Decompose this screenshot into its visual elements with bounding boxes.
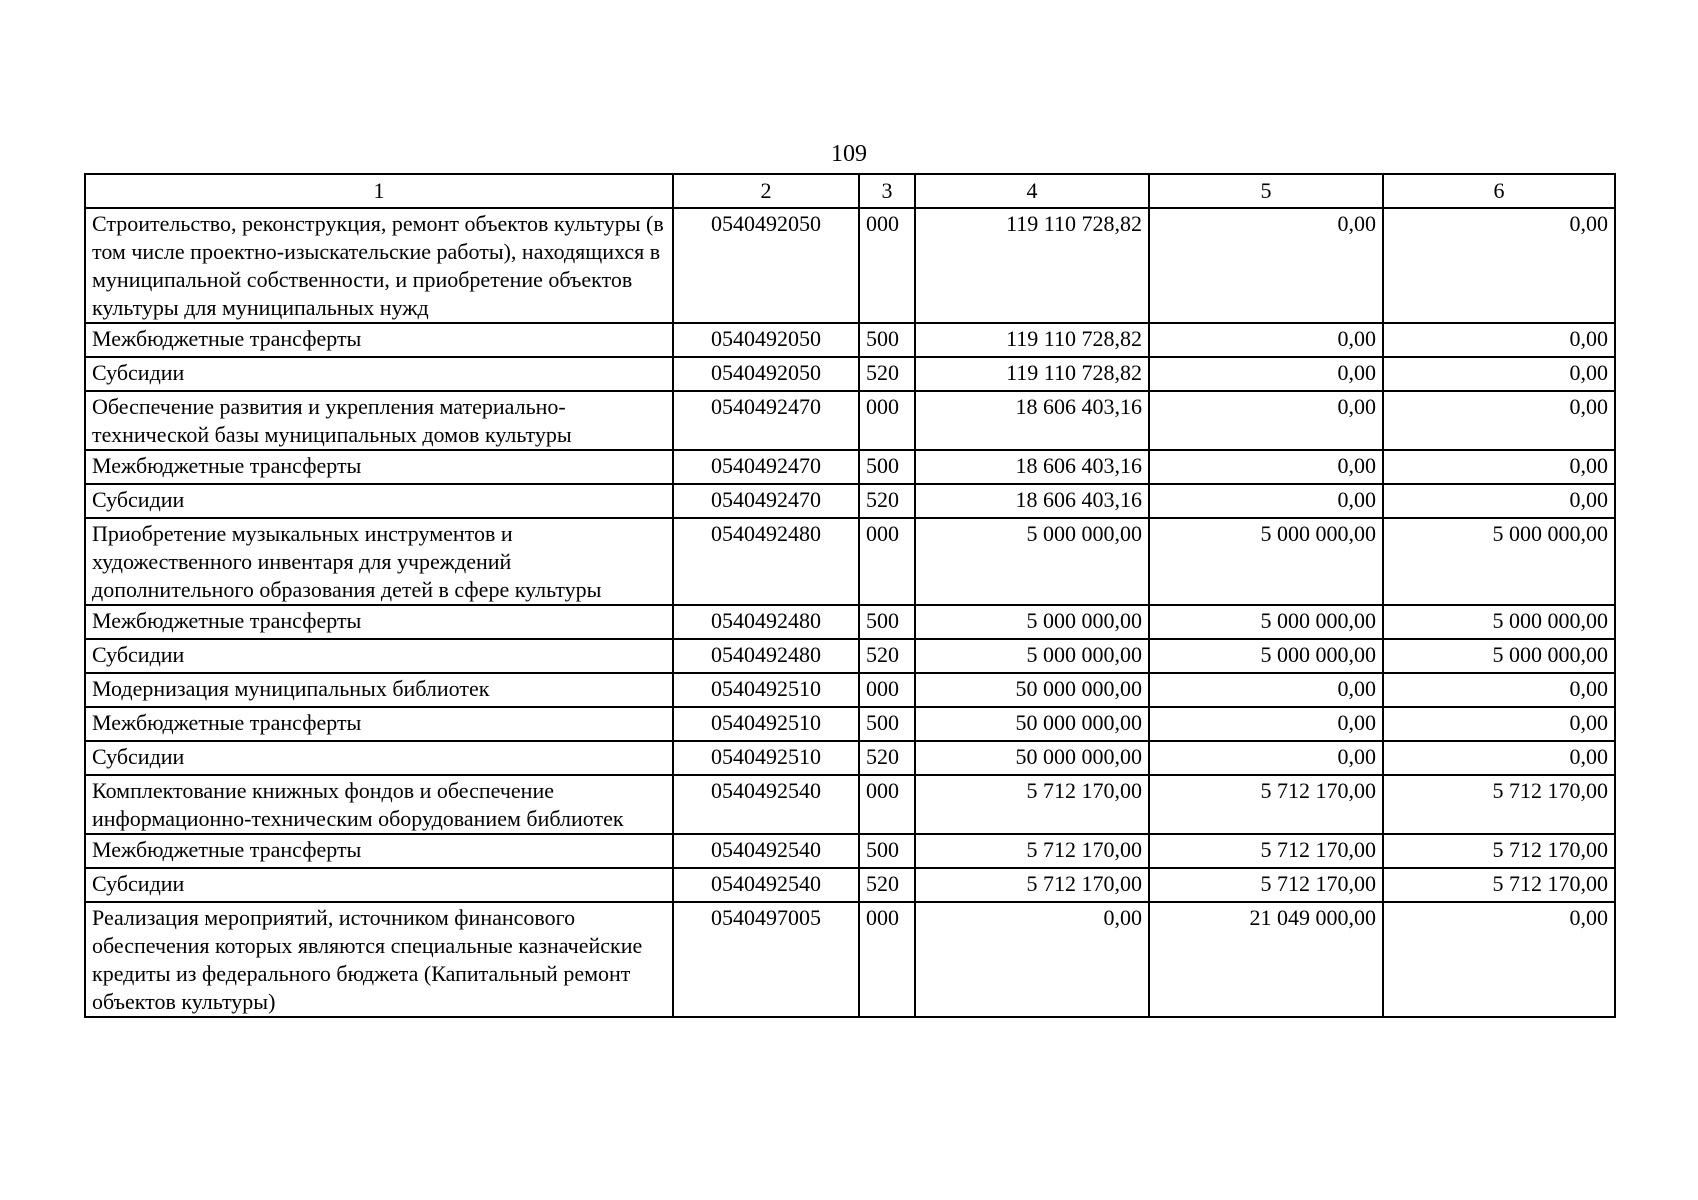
header-col-3: 3 [859, 174, 915, 208]
row-col6-cell: 0,00 [1383, 208, 1615, 323]
table-row [85, 834, 1615, 868]
row-code-cell: 0540492540 [673, 834, 859, 868]
table-row [85, 518, 1615, 605]
table-row [85, 323, 1615, 357]
row-col4-cell: 5 712 170,00 [915, 775, 1149, 834]
table-row [85, 707, 1615, 741]
row-col4-cell: 50 000 000,00 [915, 673, 1149, 707]
row-col6-cell: 5 000 000,00 [1383, 605, 1615, 639]
row-col6-cell: 5 000 000,00 [1383, 639, 1615, 673]
row-col4-cell: 119 110 728,82 [915, 208, 1149, 323]
row-col4-cell: 5 712 170,00 [915, 868, 1149, 902]
row-col6-cell: 0,00 [1383, 673, 1615, 707]
row-type-cell: 500 [859, 605, 915, 639]
row-col4-cell: 5 000 000,00 [915, 518, 1149, 605]
row-col6-cell: 0,00 [1383, 902, 1615, 1017]
budget-table [84, 173, 1616, 1018]
row-col4-cell: 5 000 000,00 [915, 639, 1149, 673]
row-name-cell: Комплектование книжных фондов и обеспечение информационно-техническим оборудованием библиотек [85, 775, 673, 834]
row-type-cell: 520 [859, 357, 915, 391]
table-row [85, 673, 1615, 707]
row-code-cell: 0540497005 [673, 902, 859, 1017]
row-name-cell: Реализация мероприятий, источником финансового обеспечения которых являются специальные казначейские кредиты из федерального бюджета (Капитальный ремонт объектов культуры) [85, 902, 673, 1017]
row-type-cell: 520 [859, 741, 915, 775]
row-type-cell: 500 [859, 450, 915, 484]
row-col5-cell: 5 712 170,00 [1149, 834, 1383, 868]
row-col4-cell: 18 606 403,16 [915, 484, 1149, 518]
row-code-cell: 0540492470 [673, 484, 859, 518]
row-name-cell: Субсидии [85, 868, 673, 902]
header-col-5: 5 [1149, 174, 1383, 208]
row-col6-cell: 0,00 [1383, 357, 1615, 391]
row-name-cell: Межбюджетные трансферты [85, 323, 673, 357]
table-row [85, 391, 1615, 450]
row-code-cell: 0540492480 [673, 639, 859, 673]
row-col5-cell: 5 712 170,00 [1149, 868, 1383, 902]
row-code-cell: 0540492540 [673, 775, 859, 834]
row-code-cell: 0540492470 [673, 391, 859, 450]
table-row [85, 741, 1615, 775]
table-row [85, 605, 1615, 639]
row-col4-cell: 5 000 000,00 [915, 605, 1149, 639]
page-number: 109 [831, 141, 867, 167]
header-col-2: 2 [673, 174, 859, 208]
row-col4-cell: 50 000 000,00 [915, 741, 1149, 775]
table-row [85, 902, 1615, 1017]
row-code-cell: 0540492480 [673, 518, 859, 605]
row-name-cell: Субсидии [85, 357, 673, 391]
row-name-cell: Строительство, реконструкция, ремонт объектов культуры (в том числе проектно-изыскательские работы), находящихся в муниципальной собственности, и приобретение объектов культуры для муниципальных нужд [85, 208, 673, 323]
table-row [85, 208, 1615, 323]
row-col4-cell: 50 000 000,00 [915, 707, 1149, 741]
row-name-cell: Модернизация муниципальных библиотек [85, 673, 673, 707]
row-name-cell: Межбюджетные трансферты [85, 834, 673, 868]
row-code-cell: 0540492470 [673, 450, 859, 484]
table-row [85, 775, 1615, 834]
row-name-cell: Субсидии [85, 639, 673, 673]
row-col5-cell: 5 000 000,00 [1149, 518, 1383, 605]
row-code-cell: 0540492510 [673, 741, 859, 775]
row-col5-cell: 0,00 [1149, 673, 1383, 707]
row-col4-cell: 0,00 [915, 902, 1149, 1017]
row-type-cell: 520 [859, 484, 915, 518]
table-row [85, 357, 1615, 391]
header-col-6: 6 [1383, 174, 1615, 208]
table-body [85, 208, 1615, 1017]
row-code-cell: 0540492510 [673, 673, 859, 707]
row-type-cell: 000 [859, 775, 915, 834]
row-type-cell: 000 [859, 902, 915, 1017]
row-col6-cell: 5 712 170,00 [1383, 834, 1615, 868]
row-type-cell: 500 [859, 834, 915, 868]
row-col6-cell: 5 712 170,00 [1383, 775, 1615, 834]
row-col5-cell: 0,00 [1149, 323, 1383, 357]
row-col5-cell: 5 712 170,00 [1149, 775, 1383, 834]
row-type-cell: 520 [859, 639, 915, 673]
row-code-cell: 0540492050 [673, 208, 859, 323]
row-col5-cell: 5 000 000,00 [1149, 605, 1383, 639]
row-col6-cell: 5 000 000,00 [1383, 518, 1615, 605]
table-row [85, 484, 1615, 518]
row-col4-cell: 119 110 728,82 [915, 357, 1149, 391]
row-col5-cell: 0,00 [1149, 208, 1383, 323]
row-col5-cell: 0,00 [1149, 391, 1383, 450]
table-row [85, 639, 1615, 673]
row-type-cell: 500 [859, 707, 915, 741]
row-col6-cell: 0,00 [1383, 741, 1615, 775]
row-col4-cell: 18 606 403,16 [915, 450, 1149, 484]
table-header-row [85, 174, 1615, 208]
table-row [85, 450, 1615, 484]
row-col6-cell: 0,00 [1383, 707, 1615, 741]
row-col5-cell: 0,00 [1149, 484, 1383, 518]
table-row [85, 868, 1615, 902]
row-col5-cell: 5 000 000,00 [1149, 639, 1383, 673]
row-name-cell: Субсидии [85, 484, 673, 518]
header-col-4: 4 [915, 174, 1149, 208]
row-col6-cell: 0,00 [1383, 323, 1615, 357]
row-col5-cell: 0,00 [1149, 707, 1383, 741]
row-col5-cell: 21 049 000,00 [1149, 902, 1383, 1017]
row-type-cell: 000 [859, 673, 915, 707]
row-name-cell: Межбюджетные трансферты [85, 605, 673, 639]
row-name-cell: Субсидии [85, 741, 673, 775]
row-type-cell: 000 [859, 518, 915, 605]
row-name-cell: Межбюджетные трансферты [85, 450, 673, 484]
row-name-cell: Приобретение музыкальных инструментов и художественного инвентаря для учреждений дополнительного образования детей в сфере культуры [85, 518, 673, 605]
row-col6-cell: 0,00 [1383, 450, 1615, 484]
row-code-cell: 0540492540 [673, 868, 859, 902]
row-type-cell: 500 [859, 323, 915, 357]
row-code-cell: 0540492050 [673, 323, 859, 357]
row-type-cell: 000 [859, 391, 915, 450]
row-col6-cell: 0,00 [1383, 484, 1615, 518]
row-code-cell: 0540492480 [673, 605, 859, 639]
row-col6-cell: 5 712 170,00 [1383, 868, 1615, 902]
row-col6-cell: 0,00 [1383, 391, 1615, 450]
row-code-cell: 0540492050 [673, 357, 859, 391]
row-name-cell: Обеспечение развития и укрепления материально-технической базы муниципальных домов культуры [85, 391, 673, 450]
row-col4-cell: 119 110 728,82 [915, 323, 1149, 357]
row-col4-cell: 5 712 170,00 [915, 834, 1149, 868]
row-type-cell: 520 [859, 868, 915, 902]
row-col5-cell: 0,00 [1149, 450, 1383, 484]
row-col5-cell: 0,00 [1149, 357, 1383, 391]
row-code-cell: 0540492510 [673, 707, 859, 741]
row-col5-cell: 0,00 [1149, 741, 1383, 775]
row-col4-cell: 18 606 403,16 [915, 391, 1149, 450]
header-col-1: 1 [85, 174, 673, 208]
row-type-cell: 000 [859, 208, 915, 323]
row-name-cell: Межбюджетные трансферты [85, 707, 673, 741]
